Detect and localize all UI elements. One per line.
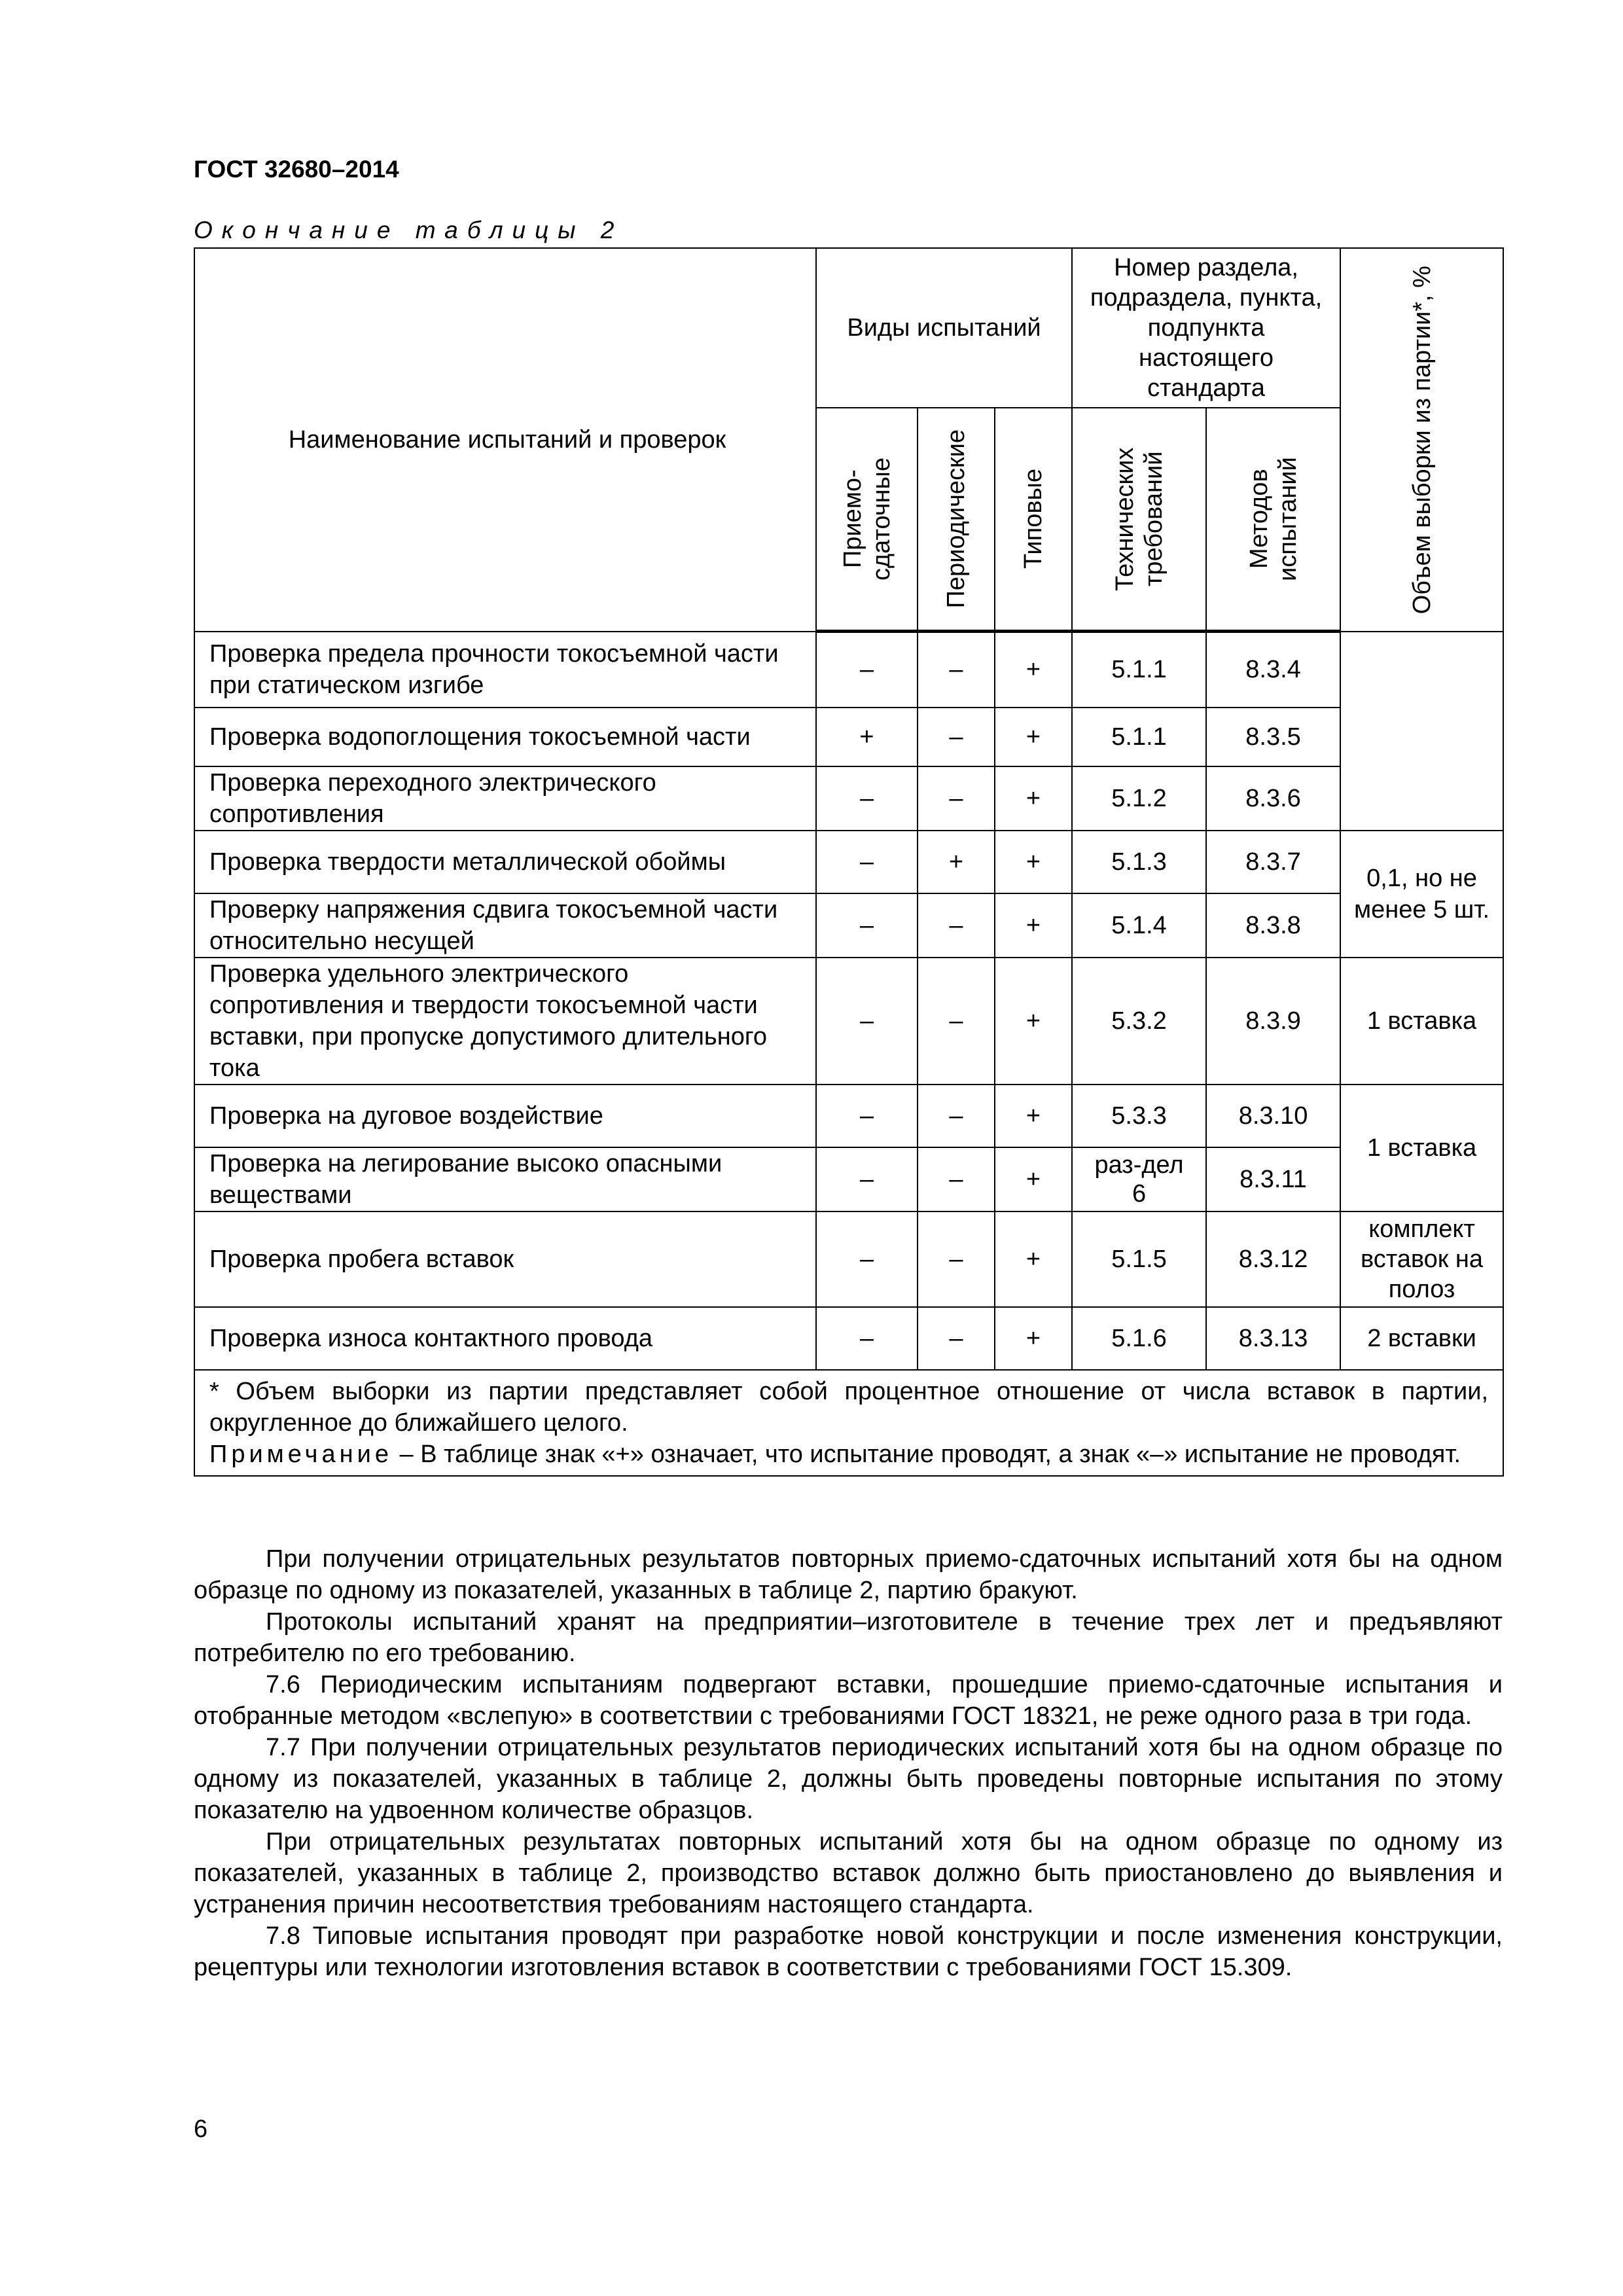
- row-sample-arc: 1 вставка: [1340, 1085, 1503, 1211]
- row-method: 8.3.8: [1206, 893, 1340, 958]
- row-method: 8.3.5: [1206, 708, 1340, 766]
- row-tech-req: раз-дел 6: [1072, 1147, 1206, 1211]
- table-footnote-cell: [194, 1370, 1503, 1476]
- row-name: Проверка на легирование высоко опасными веществами: [194, 1147, 816, 1211]
- row-acceptance: –: [816, 1085, 918, 1147]
- row-type: +: [995, 1307, 1072, 1370]
- row-type: +: [995, 831, 1072, 893]
- row-sample-resistivity: 1 вставка: [1340, 958, 1503, 1085]
- header-periodic: Периодические: [942, 429, 970, 609]
- note-label: Примечание: [209, 1440, 393, 1468]
- row-sample-mileage: комплект вставок на полоз: [1340, 1211, 1503, 1307]
- table-row: [194, 831, 1503, 893]
- paragraph: Протоколы испытаний хранят на предприятии–изготовителе в течение трех лет и предъявляют потребителю по его требованию.: [194, 1608, 1503, 1667]
- row-periodic: –: [918, 1307, 995, 1370]
- row-type: +: [995, 708, 1072, 766]
- table-row: [194, 708, 1503, 766]
- row-periodic: –: [918, 766, 995, 831]
- row-tech-req: 5.3.2: [1072, 958, 1206, 1085]
- table-caption: Окончание таблицы 2: [194, 217, 624, 243]
- row-acceptance: +: [816, 708, 918, 766]
- row-name: Проверка на дуговое воздействие: [194, 1085, 816, 1147]
- row-periodic: –: [918, 632, 995, 708]
- row-tech-req: 5.1.6: [1072, 1307, 1206, 1370]
- row-type: +: [995, 1147, 1072, 1211]
- row-name: Проверка износа контактного провода: [194, 1307, 816, 1370]
- row-type: +: [995, 1211, 1072, 1307]
- row-name: Проверка твердости металлической обоймы: [194, 831, 816, 893]
- row-name: Проверка пробега вставок: [194, 1211, 816, 1307]
- header-sample-size-cell: [1340, 248, 1503, 632]
- table-row: [194, 766, 1503, 831]
- row-method: 8.3.13: [1206, 1307, 1340, 1370]
- header-acceptance-cell: [816, 408, 918, 632]
- row-tech-req: 5.1.1: [1072, 708, 1206, 766]
- row-sample-wear: 2 вставки: [1340, 1307, 1503, 1370]
- header-type-cell: [995, 408, 1072, 632]
- note-text: – В таблице знак «+» означает, что испытание проводят, а знак «–» испытание не проводят.: [392, 1440, 1461, 1468]
- row-periodic: +: [918, 831, 995, 893]
- row-periodic: –: [918, 1147, 995, 1211]
- row-tech-req: 5.1.3: [1072, 831, 1206, 893]
- header-tech-req: Технических требований: [1111, 447, 1168, 591]
- header-acceptance: Приемо-сдаточные: [838, 457, 895, 581]
- row-name: Проверка предела прочности токосъемной части при статическом изгибе: [194, 632, 816, 708]
- table-row: [194, 1211, 1503, 1307]
- row-acceptance: –: [816, 831, 918, 893]
- table-footnote-row: [194, 1370, 1503, 1476]
- row-periodic: –: [918, 1085, 995, 1147]
- row-acceptance: –: [816, 893, 918, 958]
- header-tech-req-cell: [1072, 408, 1206, 632]
- row-method: 8.3.9: [1206, 958, 1340, 1085]
- table-footnote: * Объем выборки из партии представляет собой процентное отношение от числа вставок в партии, округленное до ближайшего целого.: [209, 1377, 1489, 1437]
- row-name: Проверка переходного электрического сопротивления: [194, 766, 816, 831]
- row-acceptance: –: [816, 958, 918, 1085]
- paragraph: 7.7 При получении отрицательных результатов периодических испытаний хотя бы на одном образце по одному из показателей, указанных в таблице 2, должны быть проведены повторные испытания по этому показателю на удвоенном количестве образцов.: [194, 1734, 1503, 1824]
- row-method: 8.3.12: [1206, 1211, 1340, 1307]
- row-sample-empty: [1340, 632, 1503, 831]
- paragraph: 7.6 Периодическим испытаниям подвергают вставки, прошедшие приемо-сдаточные испытания и отобранные методом «вслепую» в соответствии с требованиями ГОСТ 18321, не реже одного раза в три года.: [194, 1671, 1503, 1730]
- row-periodic: –: [918, 958, 995, 1085]
- row-method: 8.3.6: [1206, 766, 1340, 831]
- row-method: 8.3.10: [1206, 1085, 1340, 1147]
- test-table: [194, 247, 1504, 1477]
- row-type: +: [995, 893, 1072, 958]
- paragraph: При отрицательных результатах повторных испытаний хотя бы на одном образце по одному из показателей, указанных в таблице 2, производство вставок должно быть приостановлено до выявления и устранения причин несоответствия требованиям настоящего стандарта.: [194, 1828, 1503, 1918]
- table-row: [194, 1147, 1503, 1211]
- row-acceptance: –: [816, 766, 918, 831]
- row-periodic: –: [918, 1211, 995, 1307]
- header-test-methods: Методов испытаний: [1245, 457, 1302, 581]
- paragraph: 7.8 Типовые испытания проводят при разработке новой конструкции и после изменения конструкции, рецептуры или технологии изготовления вставок в соответствии с требованиями ГОСТ 15.309.: [194, 1922, 1503, 1981]
- document-header: ГОСТ 32680–2014: [194, 156, 399, 183]
- body-text: [194, 1543, 1503, 1983]
- row-name: Проверку напряжения сдвига токосъемной части относительно несущей: [194, 893, 816, 958]
- table-row: [194, 958, 1503, 1085]
- row-acceptance: –: [816, 1211, 918, 1307]
- header-name-col: Наименование испытаний и проверок: [194, 248, 816, 632]
- table-row: [194, 1085, 1503, 1147]
- row-tech-req: 5.1.5: [1072, 1211, 1206, 1307]
- row-acceptance: –: [816, 1307, 918, 1370]
- row-name: Проверка водопоглощения токосъемной части: [194, 708, 816, 766]
- row-tech-req: 5.1.1: [1072, 632, 1206, 708]
- header-methods-cell: [1206, 408, 1340, 632]
- table-row: [194, 632, 1503, 708]
- row-tech-req: 5.1.4: [1072, 893, 1206, 958]
- row-periodic: –: [918, 708, 995, 766]
- row-acceptance: –: [816, 632, 918, 708]
- row-type: +: [995, 958, 1072, 1085]
- table-row: [194, 1307, 1503, 1370]
- table-row: [194, 893, 1503, 958]
- header-type-tests: Типовые: [1020, 469, 1047, 569]
- row-type: +: [995, 632, 1072, 708]
- table-note: [209, 1439, 1488, 1470]
- page-number: 6: [194, 2115, 208, 2143]
- row-method: 8.3.4: [1206, 632, 1340, 708]
- header-periodic-cell: [918, 408, 995, 632]
- header-test-types: Виды испытаний: [816, 248, 1072, 408]
- row-type: +: [995, 1085, 1072, 1147]
- row-acceptance: –: [816, 1147, 918, 1211]
- row-name: Проверка удельного электрического сопротивления и твердости токосъемной части вставки, при пропуске допустимого длительного тока: [194, 958, 816, 1085]
- header-section-numbers: Номер раздела, подраздела, пункта, подпункта настоящего стандарта: [1072, 248, 1340, 408]
- header-sample-size: Объем выборки из партии*, %: [1408, 265, 1436, 614]
- paragraph: При получении отрицательных результатов повторных приемо-сдаточных испытаний хотя бы на одном образце по одному из показателей, указанных в таблице 2, партию бракуют.: [194, 1545, 1503, 1604]
- row-method: 8.3.7: [1206, 831, 1340, 893]
- row-tech-req: 5.1.2: [1072, 766, 1206, 831]
- row-tech-req: 5.3.3: [1072, 1085, 1206, 1147]
- row-type: +: [995, 766, 1072, 831]
- row-sample-hardness: 0,1, но не менее 5 шт.: [1340, 831, 1503, 958]
- row-periodic: –: [918, 893, 995, 958]
- row-method: 8.3.11: [1206, 1147, 1340, 1211]
